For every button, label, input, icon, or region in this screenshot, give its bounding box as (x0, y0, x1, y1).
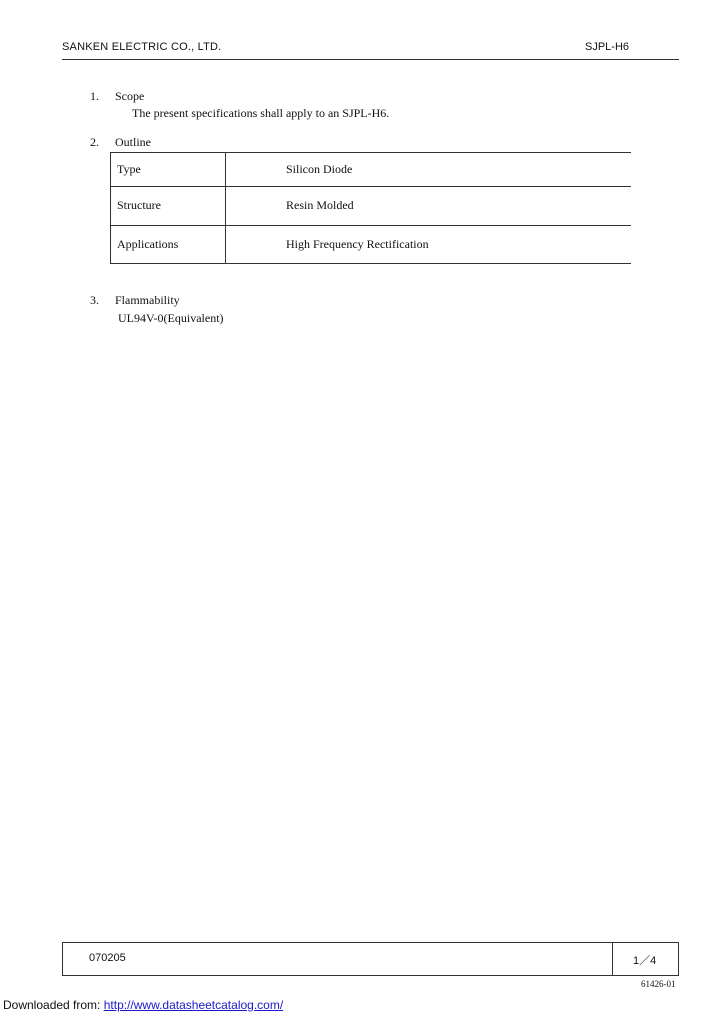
outline-label-applications: Applications (111, 225, 226, 263)
footer-box (62, 942, 679, 976)
table-row (111, 187, 632, 225)
outline-value-structure: Resin Molded (226, 187, 632, 225)
page-number: 1／4 (633, 955, 657, 967)
table-row (111, 225, 632, 263)
outline-label-structure: Structure (111, 187, 226, 225)
download-link[interactable]: http://www.datasheetcatalog.com/ (103, 998, 284, 1012)
table-row (111, 153, 632, 187)
footer-divider (612, 942, 613, 976)
section-2-title: Outline (115, 135, 151, 149)
outline-label-type: Type (111, 153, 226, 187)
outline-value-type: Silicon Diode (226, 153, 632, 187)
section-3-number: 3. (90, 293, 99, 307)
document-code: 61426-01 (641, 979, 676, 989)
header-rule (62, 59, 679, 60)
section-1-body: The present specifications shall apply to an SJPL-H6. (132, 106, 390, 120)
section-3-title: Flammability (115, 293, 180, 307)
section-1-title: Scope (115, 89, 145, 103)
part-number: SJPL-H6 (585, 41, 630, 53)
outline-table (110, 152, 631, 264)
company-name: SANKEN ELECTRIC CO., LTD. (62, 41, 222, 53)
section-2-number: 2. (90, 135, 99, 149)
download-notice (3, 998, 283, 1012)
footer-date-code: 070205 (89, 952, 126, 964)
section-3-body: UL94V-0(Equivalent) (118, 311, 224, 325)
section-1-number: 1. (90, 89, 99, 103)
download-label: Downloaded from: (3, 998, 101, 1012)
outline-value-applications: High Frequency Rectification (226, 225, 632, 263)
